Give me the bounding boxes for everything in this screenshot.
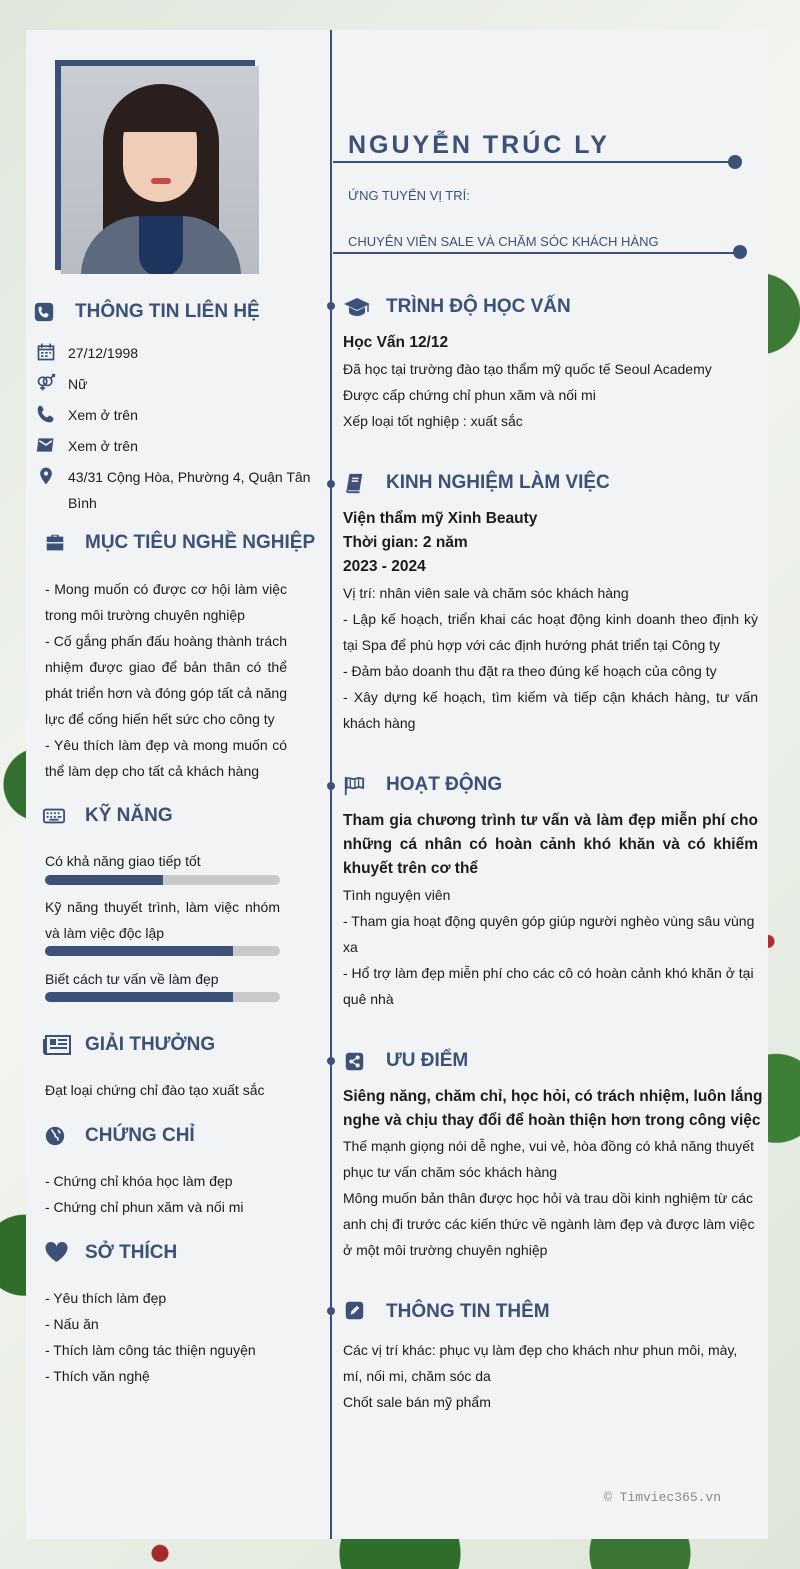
heart-icon — [44, 1241, 69, 1263]
objective-title: MỤC TIÊU NGHỀ NGHIỆP — [85, 532, 316, 553]
activities-title: HOẠT ĐỘNG — [386, 774, 503, 795]
watermark: © Timviec365.vn — [604, 1490, 722, 1505]
calendar-icon — [36, 342, 56, 362]
strengths-details: Thế mạnh giọng nói dễ nghe, vui vẻ, hòa đồng có khả năng thuyết phục tư vấn chăm sóc khách hàng Mông muốn bản thân được học hỏi và trau dồi kinh nghiệm từ các anh chị đi trước các kiến thức về ngành làm đẹp và được làm việc ở một môi trường chuyên nghiệp — [343, 1138, 755, 1258]
list-item: - Nấu ăn — [45, 1316, 99, 1332]
skill-label: Kỹ năng thuyết trình, làm việc nhóm và làm việc độc lập — [45, 899, 280, 941]
experience-title: KINH NGHIỆM LÀM VIỆC — [386, 472, 610, 493]
briefcase-icon — [44, 532, 66, 554]
activities-details: Tình nguyện viên - Tham gia hoạt động quyên góp giúp người nghèo vùng sâu vùng xa - Hổ trợ làm đẹp miễn phí cho các cô có hoàn cảnh khó khăn ở tại quê nhà — [343, 887, 755, 1007]
share-icon — [345, 1052, 364, 1071]
experience-period: 2023 - 2024 — [343, 558, 426, 575]
skills-title: KỸ NĂNG — [85, 805, 173, 826]
divider — [333, 252, 739, 254]
skill-bar — [45, 946, 280, 956]
contact-title: THÔNG TIN LIÊN HỆ — [75, 301, 260, 322]
divider — [333, 161, 733, 163]
skill-bar — [45, 875, 280, 885]
flag-icon — [343, 775, 365, 797]
email-icon — [36, 435, 56, 455]
gender-icon — [36, 373, 56, 393]
timeline-dot — [327, 782, 335, 790]
list-item: - Yêu thích làm đẹp — [45, 1290, 167, 1306]
timeline-dot — [327, 1057, 335, 1065]
strengths-heading: Siêng năng, chăm chỉ, học hỏi, có trách nhiệm, luôn lắng nghe và chịu thay đổi để hoàn thiện hơn trong công việc — [343, 1088, 763, 1129]
globe-icon — [44, 1125, 66, 1147]
education-heading: Học Vấn 12/12 — [343, 334, 449, 351]
experience-details: Vị trí: nhân viên sale và chăm sóc khách hàng - Lập kế hoạch, triển khai các hoạt động kinh doanh theo định kỳ tại Spa để phù hợp với các định hướng phát triển tại Công ty - Đảm bảo doanh thu đặt ra theo đúng kế hoạch của công ty - Xây dựng kế hoạch, tìm kiếm và tiếp cận khách hàng, tư vấn khách hàng — [343, 585, 758, 731]
timeline-dot — [327, 480, 335, 488]
skill-label: Có khả năng giao tiếp tốt — [45, 853, 201, 869]
location-icon — [36, 466, 56, 486]
skill-label: Biết cách tư vấn về làm đẹp — [45, 971, 219, 987]
awards-text: Đạt loại chứng chỉ đào tạo xuất sắc — [45, 1082, 265, 1098]
candidate-name: NGUYỄN TRÚC LY — [348, 131, 610, 159]
list-item: - Chứng chỉ khóa học làm đẹp — [45, 1173, 233, 1189]
more-info-title: THÔNG TIN THÊM — [386, 1301, 550, 1322]
divider-dot — [733, 245, 747, 259]
apply-label: ỨNG TUYỂN VỊ TRÍ: — [348, 188, 470, 203]
keyboard-icon — [43, 805, 65, 827]
timeline-dot — [327, 1307, 335, 1315]
hobbies-title: SỞ THÍCH — [85, 1242, 178, 1263]
divider-dot — [728, 155, 742, 169]
more-info-details: Các vị trí khác: phục vụ làm đẹp cho khách như phun môi, mày, mí, nối mi, chăm sóc da Chốt sale bán mỹ phẩm — [343, 1342, 738, 1410]
skill-bar — [45, 992, 280, 1002]
experience-company: Viện thẩm mỹ Xinh Beauty — [343, 510, 538, 527]
experience-duration: Thời gian: 2 năm — [343, 534, 468, 551]
phone-icon — [33, 301, 55, 323]
apply-position: CHUYÊN VIÊN SALE VÀ CHĂM SÓC KHÁCH HÀNG — [348, 234, 659, 249]
list-item: - Thích văn nghệ — [45, 1368, 150, 1384]
certificates-title: CHỨNG CHỈ — [85, 1125, 195, 1146]
objective-text: - Mong muốn có được cơ hội làm việc trong môi trường chuyên nghiệp - Cố gắng phấn đấu hoàng thành trách nhiệm được giao để bản thân có thể phát triển hơn và đóng góp tất cả năng lực để cống hiến hết sức cho công ty - Yêu thích làm đẹp và mong muốn có thể làm dẹp cho tất cả khách hàng — [45, 581, 287, 779]
hobbies-list — [45, 1285, 305, 1389]
strengths-title: ƯU ĐIỂM — [386, 1050, 469, 1071]
newspaper-icon — [43, 1034, 71, 1056]
list-item: - Chứng chỉ phun xăm và nối mi — [45, 1199, 244, 1215]
edit-icon — [345, 1301, 364, 1320]
certificates-list — [45, 1168, 305, 1220]
avatar — [61, 66, 259, 274]
timeline-dot — [327, 302, 335, 310]
activities-heading: Tham gia chương trình tư vấn và làm đẹp miễn phí cho những cá nhân có hoàn cảnh khó khăn và có khiếm khuyết trên cơ thể — [343, 812, 758, 877]
awards-title: GIẢI THƯỞNG — [85, 1034, 216, 1055]
list-item: - Thích làm công tác thiện nguyện — [45, 1342, 256, 1358]
phone-icon — [36, 404, 56, 424]
book-icon — [343, 472, 365, 494]
graduation-cap-icon — [343, 296, 371, 318]
education-details: Đã học tại trường đào tạo thẩm mỹ quốc tế Seoul Academy Được cấp chứng chỉ phun xăm và nối mi Xếp loại tốt nghiệp : xuất sắc — [343, 361, 712, 429]
education-title: TRÌNH ĐỘ HỌC VẤN — [386, 296, 571, 317]
